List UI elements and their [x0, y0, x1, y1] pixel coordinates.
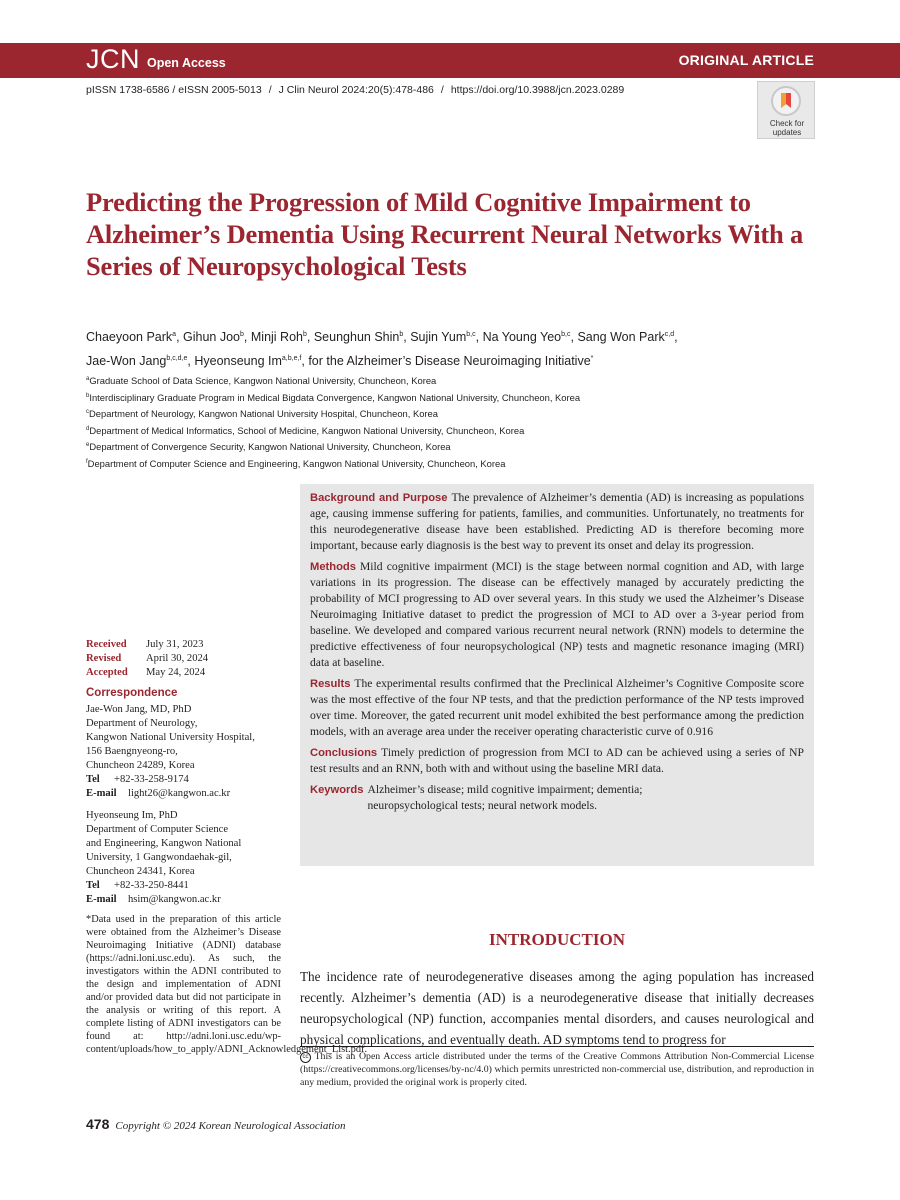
- corr2-line: Department of Computer Science: [86, 824, 229, 835]
- abstract-background-label: Background and Purpose: [310, 492, 448, 504]
- abstract-conclusions-label: Conclusions: [310, 747, 378, 759]
- journal-header-bar: [0, 43, 900, 78]
- abstract-methods-text: Mild cognitive impairment (MCI) is the stage between normal cognition and AD, with large variations in its progression. The disease can be effectively managed by accurately predicting the probability of MCI progressing to AD over several years. In this study we used the Alzheimer’s Disease Neuroimaging Initiative dataset to predict the progression of MCI to AD over a 3-year period from baseline. We developed and compared various recurrent neural network (RNN) models to determine the predictive effectiveness of four neuropsychological (NP) tests and magnetic resonance imaging (MRI) data at baseline.: [310, 560, 804, 669]
- corr1-tel: +82-33-258-9174: [114, 774, 189, 785]
- corr1-line: Kangwon National University Hospital,: [86, 732, 255, 743]
- author-affiliation-marker: a: [172, 331, 177, 338]
- received-label: Received: [86, 639, 127, 650]
- author-affiliation-marker: b,c,d,e: [166, 355, 188, 363]
- group-author-marker: *: [590, 355, 594, 363]
- copyright: Copyright © 2024 Korean Neurological Association: [115, 1120, 346, 1132]
- affiliation-marker: e: [86, 442, 90, 449]
- author-name: Sang Won Park: [577, 330, 665, 345]
- abstract-methods: [310, 559, 804, 671]
- author-affiliation-marker: b,c: [466, 331, 476, 338]
- keywords-label: Keywords: [310, 784, 364, 796]
- correspondence-1: [86, 703, 281, 801]
- corr1-line: 156 Baengnyeong-ro,: [86, 746, 178, 757]
- article-dates: [86, 638, 281, 680]
- issn-citation-line: pISSN 1738-6586 / eISSN 2005-5013 / J Clin Neurol 2024:20(5):478-486 / https://doi.org/10.3988/jcn.2023.0289: [86, 84, 625, 96]
- author-affiliation-marker: a,b,e,f: [281, 355, 302, 363]
- abstract-results-text: The experimental results confirmed that the Preclinical Alzheimer’s Cognitive Composite score was the most effective of the four NP tests, and that the prediction performance of the NP tests improved over time. Moreover, the gated recurrent unit model exhibited the best performance among the prediction models, with an average area under the receiver operating characteristic curve of 0.916: [310, 677, 804, 738]
- affiliation-text: Department of Computer Science and Engineering, Kangwon National University, Chuncheon, Korea: [87, 457, 506, 469]
- page-footer: [86, 1116, 345, 1134]
- corr2-line: and Engineering, Kangwon National: [86, 838, 242, 849]
- keywords-line-2: neuropsychological tests; neural network models.: [367, 799, 598, 812]
- author-affiliation-marker: b: [302, 331, 307, 338]
- corr2-email-label: E-mail: [86, 894, 117, 905]
- corr2-email-link[interactable]: hsim@kangwon.ac.kr: [128, 894, 221, 905]
- author-name: Hyeonseung Im: [194, 354, 282, 369]
- creative-commons-icon: cc: [300, 1052, 311, 1063]
- corr2-line: Chuncheon 24341, Korea: [86, 866, 195, 877]
- affiliation-item: [86, 372, 826, 389]
- author-name: Jae-Won Jang: [86, 354, 167, 369]
- affiliation-marker: b: [86, 392, 90, 399]
- abstract-results: [310, 676, 804, 740]
- license-text: This is an Open Access article distributed under the terms of the Creative Commons Attribution Non-Commercial License (https://creativecommons.org/licenses/by-nc/4.0) which permits unrestricted non-commercial use, distribution, and reproduction in any medium, provided the original work is properly cited.: [300, 1051, 814, 1088]
- revised-date: April 30, 2024: [146, 653, 209, 664]
- author-name: Na Young Yeo: [482, 330, 562, 345]
- corr1-line: Department of Neurology,: [86, 718, 198, 729]
- corr1-line: Chuncheon 24289, Korea: [86, 760, 195, 771]
- author-name: Sujin Yum: [410, 330, 467, 345]
- correspondence-heading: Correspondence: [86, 687, 178, 699]
- check-for-updates-badge[interactable]: [757, 81, 815, 139]
- abstract-background-text: The prevalence of Alzheimer’s dementia (AD) is increasing as populations age, causing immense suffering for patients, families, and communities. Unfortunately, no treatments for this neurodegenerative disease have been established. Predicting AD is therefore becoming more important, because early diagnosis is the best way to prevent its onset and delay its progression.: [310, 491, 804, 552]
- page-number: 478: [86, 1116, 110, 1132]
- author-list: Chaeyoon Park$^a$, Gihun Joo$^b$, Minji Roh$^b$, Seunghun Shin$^b$, Sujin Yum$^{b,c}$, Na Young Yeo$^{b,c}$, Sang Won Park$^{c,d}$, Jae-Won Jang$^{b,c,d,e}$, Hyeonseung Im$^{a,b,e,f}$, for the Alzheimer’s Disease Neuroimaging Initiative*: [86, 330, 678, 369]
- abstract-methods-label: Methods: [310, 561, 356, 573]
- abstract-keywords: [310, 782, 804, 814]
- affiliation-text: Department of Neurology, Kangwon National University Hospital, Chuncheon, Korea: [89, 408, 438, 420]
- author-affiliation-marker: b: [399, 331, 404, 338]
- check-for-updates-icon: [771, 86, 801, 116]
- author-name: Seunghun Shin: [313, 330, 400, 345]
- affiliation-list: [86, 372, 826, 471]
- introduction-text: The incidence rate of neurodegenerative diseases among the aging population has increased recently. Alzheimer’s dementia (AD) is a neurodegenerative disease that initially decreases neuropsychological (NP) function, accompanies mental disorders, and causes neurological and physical complications, and eventually death. AD symptoms tend to progress for: [300, 969, 814, 1047]
- citation: J Clin Neurol 2024:20(5):478-486: [278, 84, 434, 96]
- corr2-tel: +82-33-250-8441: [114, 880, 189, 891]
- corr2-line: Hyeonseung Im, PhD: [86, 810, 178, 821]
- issn: pISSN 1738-6586 / eISSN 2005-5013: [86, 84, 262, 96]
- corr2-line: University, 1 Gangwondaehak-gil,: [86, 852, 232, 863]
- author-name: Chaeyoon Park: [86, 330, 173, 345]
- affiliation-text: Department of Medical Informatics, School of Medicine, Kangwon National University, Chuncheon, Korea: [89, 424, 525, 436]
- footnote-rule: [300, 1046, 814, 1047]
- check-for-updates-line1: Check for: [769, 119, 805, 128]
- affiliation-marker: a: [86, 376, 90, 382]
- introduction-heading: INTRODUCTION: [488, 930, 626, 949]
- affiliation-marker: d: [86, 425, 90, 432]
- open-access-label: Open Access: [147, 56, 226, 70]
- author-name: Minji Roh: [250, 330, 303, 345]
- affiliation-text: Department of Convergence Security, Kangwon National University, Chuncheon, Korea: [89, 441, 451, 453]
- keywords-line-1: Alzheimer’s disease; mild cognitive impairment; dementia;: [367, 783, 643, 796]
- affiliation-marker: f: [86, 458, 88, 465]
- article-type: ORIGINAL ARTICLE: [678, 52, 814, 68]
- affiliation-text: Graduate School of Data Science, Kangwon National University, Chuncheon, Korea: [89, 375, 437, 387]
- group-author: for the Alzheimer’s Disease Neuroimaging Initiative: [308, 354, 591, 369]
- abstract-conclusions: [310, 745, 804, 777]
- license-footnote: [300, 1050, 814, 1089]
- corr2-tel-label: Tel: [86, 880, 100, 891]
- accepted-date: May 24, 2024: [146, 667, 206, 678]
- revised-label: Revised: [86, 653, 122, 664]
- correspondence-2: [86, 809, 281, 907]
- author-affiliation-marker: b: [240, 331, 244, 338]
- author-affiliation-marker: b,c: [561, 331, 571, 338]
- abstract-box: [300, 484, 814, 866]
- corr1-email-link[interactable]: light26@kangwon.ac.kr: [128, 788, 231, 799]
- affiliation-text: Interdisciplinary Graduate Program in Medical Bigdata Convergence, Kangwon National University, Chuncheon, Korea: [89, 391, 581, 403]
- abstract-results-label: Results: [310, 678, 351, 690]
- abstract-conclusions-text: Timely prediction of progression from MCI to AD can be achieved using a series of NP test results and an RNN, both with and without using the baseline MRI data.: [310, 746, 804, 775]
- corr1-email-label: E-mail: [86, 788, 117, 799]
- affiliation-item: [86, 455, 826, 472]
- adni-note: *Data used in the preparation of this article were obtained from the Alzheimer’s Disease Neuroimaging Initiative (ADNI) database (https://adni.loni.usc.edu). As such, the investigators within the ADNI contributed to the design and implementation of ADNI and/or provided data but did not participate in the analysis or writing of this report. A complete listing of ADNI investigators can be found at: http://adni.loni.usc.edu/wp-content/uploads/how_to_apply/ADNI_Acknowledgement_List.pdf.: [86, 914, 368, 1055]
- check-for-updates-line2: updates: [772, 128, 802, 137]
- affiliation-item: [86, 405, 826, 422]
- article-title: Predicting the Progression of Mild Cognitive Impairment to Alzheimer’s Dementia Using Recurrent Neural Networks With a Series of Neuropsychological Tests: [86, 187, 804, 281]
- received-date: July 31, 2023: [146, 639, 204, 650]
- doi-link[interactable]: https://doi.org/10.3988/jcn.2023.0289: [450, 84, 625, 96]
- abstract-background: [310, 490, 804, 554]
- author-affiliation-marker: c,d: [664, 331, 675, 338]
- corr1-tel-label: Tel: [86, 774, 100, 785]
- journal-logo: JCN: [86, 44, 140, 74]
- affiliation-item: [86, 422, 826, 439]
- corr1-line: Jae-Won Jang, MD, PhD: [86, 704, 192, 715]
- affiliation-item: [86, 389, 826, 406]
- author-name: Gihun Joo: [183, 330, 241, 345]
- accepted-label: Accepted: [86, 667, 128, 678]
- affiliation-item: [86, 438, 826, 455]
- affiliation-marker: c: [86, 409, 89, 416]
